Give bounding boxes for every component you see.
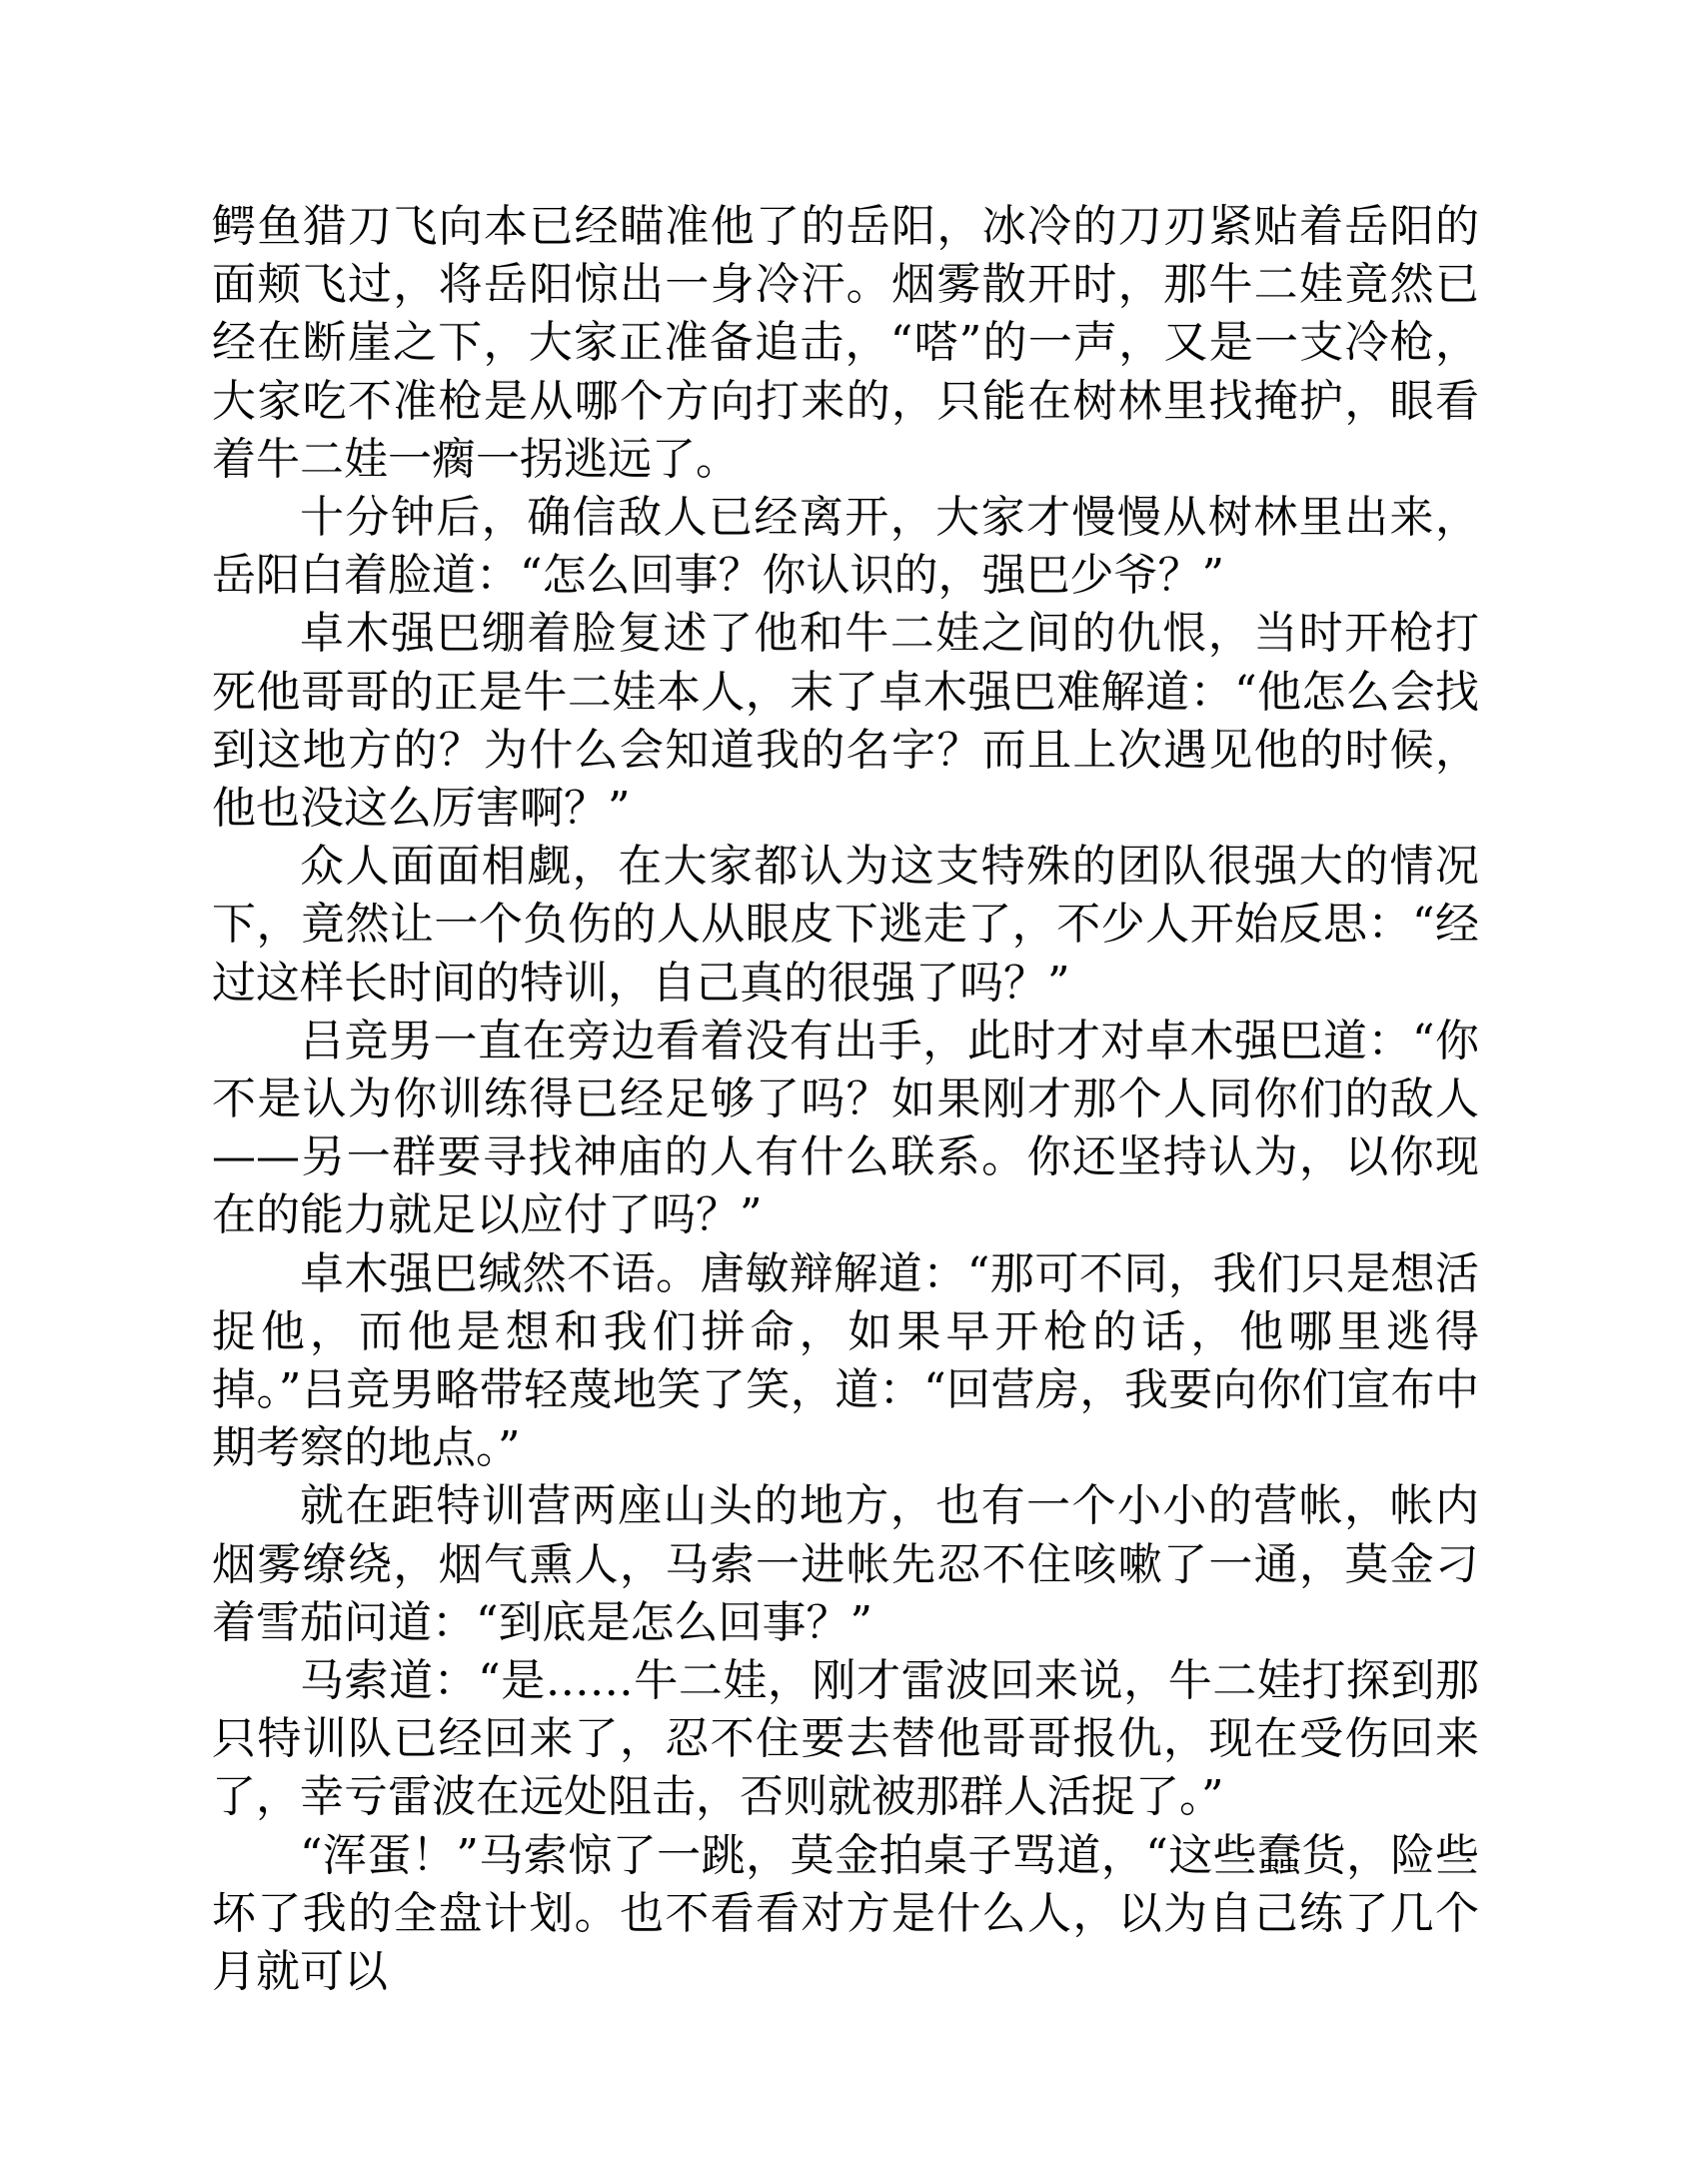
paragraph-8: 马索道：“是……牛二娃，刚才雷波回来说，牛二娃打探到那只特训队已经回来了，忍不住要去替他哥哥报仇，现在受伤回来了，幸亏雷波在远处阻击，否则就被那群人活捉了。” [212, 1655, 1479, 1823]
paragraph-5: 吕竞男一直在旁边看着没有出手，此时才对卓木强巴道：“你不是认为你训练得已经足够了吗？如果刚才那个人同你们的敌人——另一群要寻找神庙的人有什么联系。你还坚持认为，以你现在的能力就足以应付了吗？” [212, 1015, 1479, 1241]
document-body [212, 198, 1479, 2001]
paragraph-9: “浑蛋！”马索惊了一跳，莫金拍桌子骂道，“这些蠢货，险些坏了我的全盘计划。也不看看对方是什么人，以为自己练了几个月就可以 [212, 1829, 1479, 1998]
paragraph-4: 众人面面相觑，在大家都认为这支特殊的团队很强大的情况下，竟然让一个负伤的人从眼皮下逃走了，不少人开始反思：“经过这样长时间的特训，自己真的很强了吗？” [212, 841, 1479, 1009]
paragraph-7: 就在距特训营两座山头的地方，也有一个小小的营帐，帐内烟雾缭绕，烟气熏人，马索一进帐先忍不住咳嗽了一通，莫金刁着雪茄问道：“到底是怎么回事？” [212, 1480, 1479, 1648]
paragraph-2: 十分钟后，确信敌人已经离开，大家才慢慢从树林里出来，岳阳白着脸道：“怎么回事？你认识的，强巴少爷？” [212, 492, 1479, 602]
paragraph-3: 卓木强巴绷着脸复述了他和牛二娃之间的仇恨，当时开枪打死他哥哥的正是牛二娃本人，末了卓木强巴难解道：“他怎么会找到这地方的？为什么会知道我的名字？而且上次遇见他的时候，他也没这么厉害啊？” [212, 608, 1479, 835]
paragraph-6: 卓木强巴缄然不语。唐敏辩解道：“那可不同，我们只是想活捉他，而他是想和我们拼命，如果早开枪的话，他哪里逃得掉。”吕竞男略带轻蔑地笑了笑，道：“回营房，我要向你们宣布中期考察的地点。” [212, 1247, 1479, 1474]
paragraph-1: 鳄鱼猎刀飞向本已经瞄准他了的岳阳，冰冷的刀刃紧贴着岳阳的面颊飞过，将岳阳惊出一身冷汗。烟雾散开时，那牛二娃竟然已经在断崖之下，大家正准备追击，“嗒”的一声，又是一支冷枪，大家吃不准枪是从哪个方向打来的，只能在树林里找掩护，眼看着牛二娃一瘸一拐逃远了。 [212, 201, 1479, 485]
